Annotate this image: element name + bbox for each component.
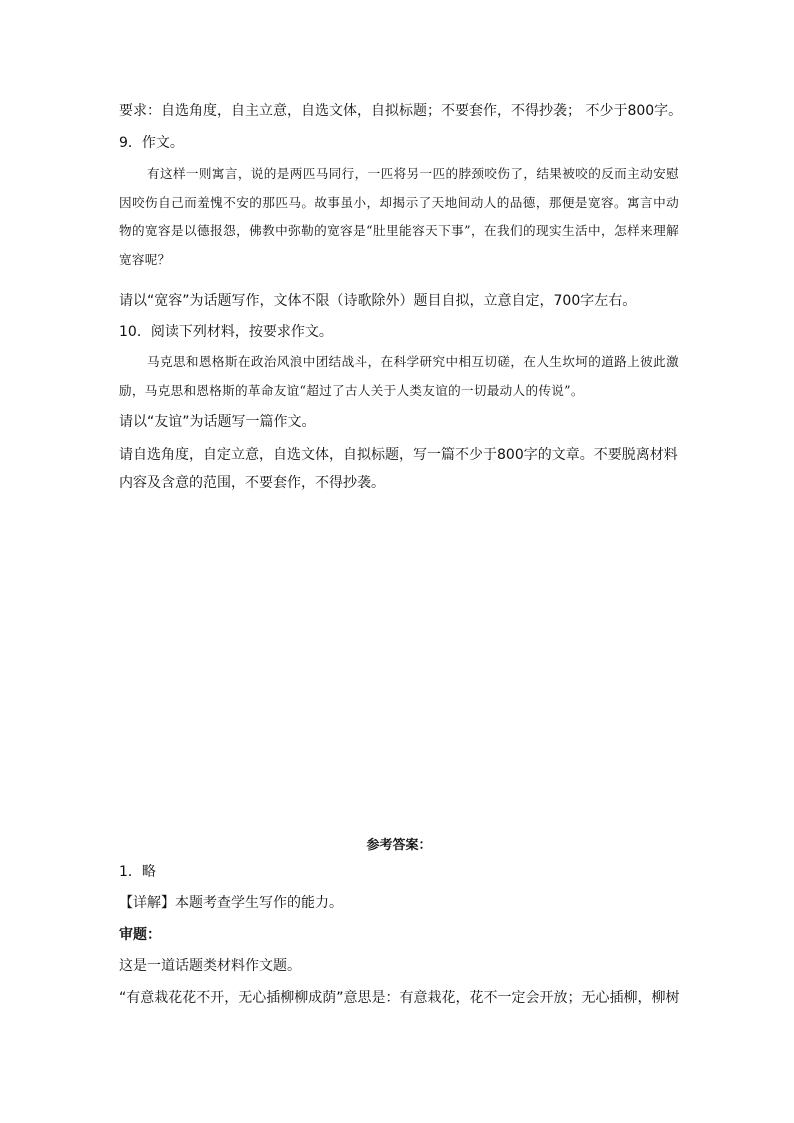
question-10-topic: 请以“友谊”为话题写一篇作文。 <box>119 414 316 430</box>
question-9-number: 9．作文。 <box>119 135 184 151</box>
answers-title: 参考答案： <box>366 838 432 853</box>
question-10-passage: 马克思和恩格斯在政治风浪中团结战斗，在科学研究中相互切磋，在人生坎坷的道路上彼此激励，马克思和恩格斯的革命友谊“超过了古人关于人类友谊的一切最动人的传说”。 <box>119 354 679 398</box>
question-10-number: 10．阅读下列材料，按要求作文。 <box>119 324 333 340</box>
question-9-passage: 有这样一则寓言，说的是两匹马同行，一匹将另一匹的脖颈咬伤了，结果被咬的反而主动安慰因咬伤自己而羞愧不安的那匹马。故事虽小，却揭示了天地间动人的品德，那便是宽容。寓言中动物的宽容是以德报怨，佛教中弥勒的宽容是“肚里能容天下事”，在我们的现实生活中，怎样来理解宽容呢？ <box>119 166 679 267</box>
answer-1-detail: 【详解】本题考查学生写作的能力。 <box>119 895 343 911</box>
requirement-line: 要求：自选角度，自主立意，自选文体，自拟标题；不要套作，不得抄袭； 不少于800字。 <box>119 103 683 119</box>
question-10-instruction: 请自选角度，自定立意，自选文体，自拟标题，写一篇不少于800字的文章。不要脱离材料内容及含意的范围，不要套作，不得抄袭。 <box>119 447 678 491</box>
shenti-text: 这是一道话题类材料作文题。 <box>119 958 301 974</box>
question-9-instruction: 请以“宽容”为话题写作，文体不限（诗歌除外）题目自拟，立意自定，700字左右。 <box>119 293 637 309</box>
answer-last-line: “有意栽花花不开，无心插柳柳成荫”意思是：有意栽花，花不一定会开放；无心插柳，柳树 <box>119 990 680 1006</box>
answer-1-number: 1．略 <box>119 864 156 880</box>
shenti-label: 审题： <box>119 927 161 943</box>
